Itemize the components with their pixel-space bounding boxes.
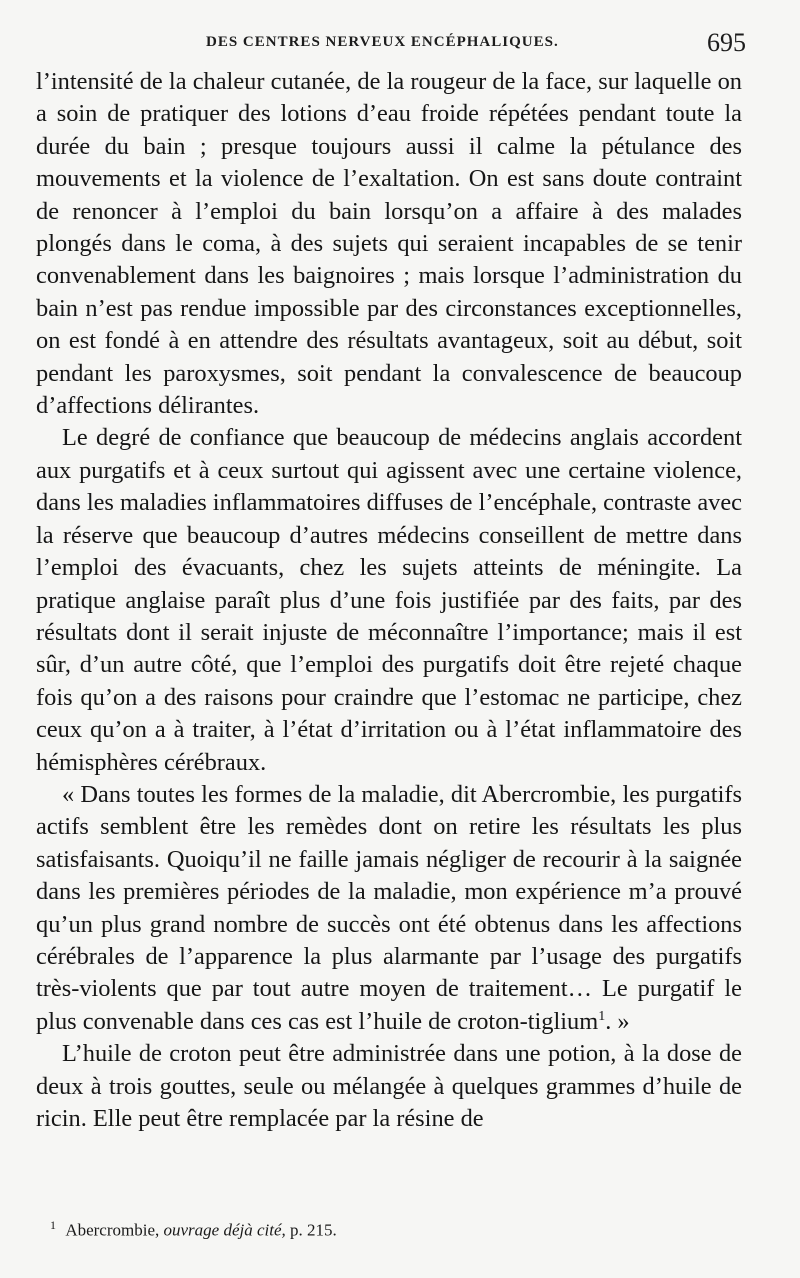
- footnote-work: ouvrage déjà cité,: [163, 1220, 286, 1240]
- page-number: 695: [707, 28, 746, 57]
- running-title: DES CENTRES NERVEUX ENCÉPHALIQUES.: [206, 34, 559, 50]
- footnote-page: p. 215.: [290, 1220, 337, 1240]
- paragraph-3-quote: [36, 779, 742, 1038]
- quote-close: . »: [605, 1007, 630, 1035]
- quote-text: « Dans toutes les formes de la maladie, dit Abercrombie, les purgatifs actifs semblent être les remèdes dont on retire les résultats les plus satisfaisants. Quoiqu’il ne faille jamais négliger de recourir à la saignée dans les premières périodes de la maladie, mon expérience m’a prouvé qu’un plus grand nombre de succès ont été obtenus dans les affections cérébrales de l’apparence la plus alarmante par l’usage des purgatifs très-violents que par tout autre moyen de traitement… Le purgatif le plus convenable dans ces cas est l’huile de croton-tiglium: [36, 780, 742, 1035]
- running-head: [34, 28, 744, 58]
- footnote-author: Abercrombie,: [65, 1220, 160, 1240]
- paragraph-1: l’intensité de la chaleur cutanée, de la rougeur de la face, sur laquelle on a soin de pratiquer des lotions d’eau froide répétées pendant toute la durée du bain ; presque toujours aussi il calme la pétulance des mouvements et la violence de l’exaltation. On est sans doute contraint de renoncer à l’emploi du bain lorsqu’on a affaire à des malades plongés dans le coma, à des sujets qui seraient incapables de se tenir convenablement dans les baignoires ; mais lorsque l’administration du bain n’est pas rendue impossible par des circonstances exceptionnelles, on est fondé à en attendre des résultats avantageux, soit au début, soit pendant les paroxysmes, soit pendant la convalescence de beaucoup d’affections délirantes.: [36, 68, 742, 420]
- footnote: [50, 1218, 740, 1241]
- paragraph-4: L’huile de croton peut être administrée dans une potion, à la dose de deux à trois gouttes, seule ou mélangée à quelques grammes d’huile de ricin. Elle peut être remplacée par la résine de: [36, 1040, 742, 1132]
- footnote-mark: 1: [50, 1218, 56, 1232]
- body-text: [36, 66, 742, 1135]
- footnote-reference: 1: [598, 1008, 606, 1024]
- paragraph-2: Le degré de confiance que beaucoup de médecins anglais accordent aux purgatifs et à ceux surtout qui agissent avec une certaine violence, dans les maladies inflammatoires diffuses de l’encéphale, contraste avec la réserve que beaucoup d’autres médecins conseillent de mettre dans l’emploi des évacuants, chez les sujets atteints de méningite. La pratique anglaise paraît plus d’une fois justifiée par des faits, par des résultats dont il serait injuste de méconnaître l’importance; mais il est sûr, d’un autre côté, que l’emploi des purgatifs doit être rejeté chaque fois qu’on a des raisons pour craindre que l’estomac ne participe, chez ceux qu’on a à traiter, à l’état d’irritation ou à l’état inflammatoire des hémisphères cérébraux.: [36, 424, 742, 776]
